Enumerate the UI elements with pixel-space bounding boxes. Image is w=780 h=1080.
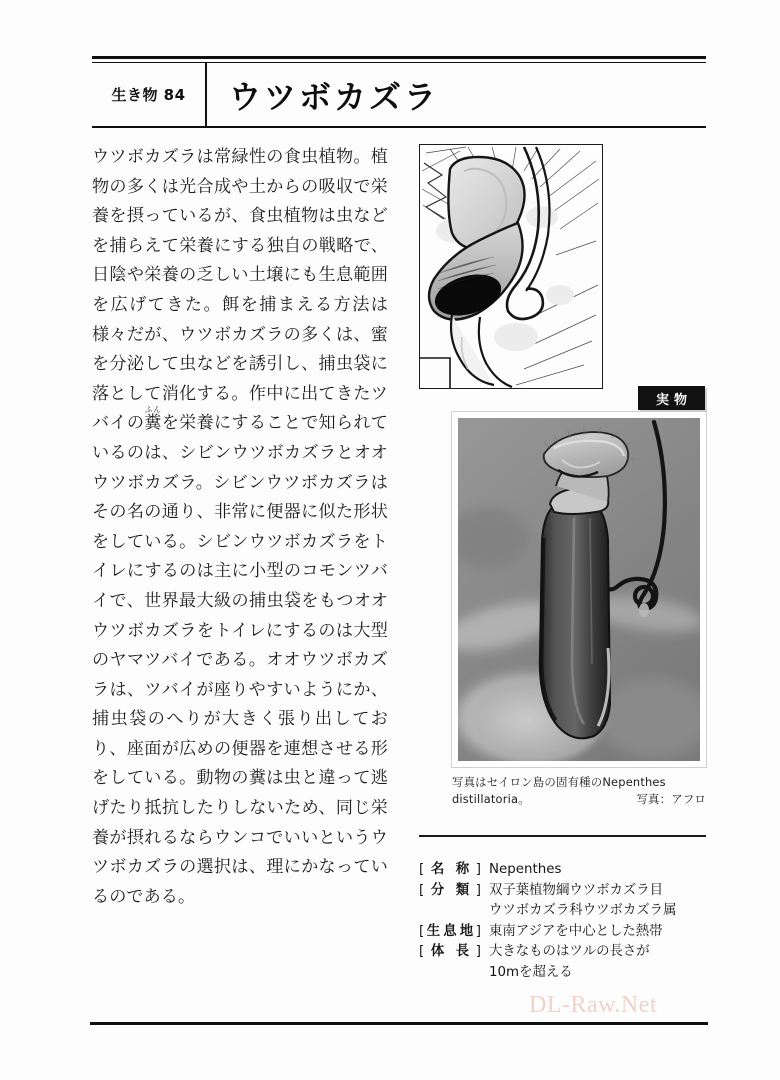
body-text-part2: を栄養にすることで知られているのは、シビンウツボカズラとオオウツボカズラ。シビンウツボカズラはその名の通り、非常に便器に似た形状をしている。シビンウツボカズラをトイレにするのは主に小型のコモンツバイで、世界最大級の捕虫袋をもつオオウツボカズラをトイレにするのは大型のヤマツバイである。オオウツボカズラは、ツバイが座りやすいようにか、捕虫袋のへりが大きく張り出しており、座面が広めの便器を連想させる形をしている。動物の糞は虫と違って逃げたり抵抗したりしないため、同じ栄養が摂れるならウンコでいいというウツボカズラの選択は、理にかなっているのである。 <box>92 413 388 907</box>
species-data-table <box>419 860 719 984</box>
label-char: 名 <box>430 862 445 877</box>
status-badge: 実物 <box>638 386 705 410</box>
table-row <box>419 922 719 943</box>
value-primary: 双子葉植物綱ウツボカズラ目 <box>489 882 664 898</box>
ruby-annotation <box>144 405 162 434</box>
body-text-part1: ウツボカズラは常緑性の食虫植物。植物の多くは光合成や土からの吸収で栄養を摂っているが、食虫植物は虫などを捕らえて栄養にする独自の戦略で、日陰や栄養の乏しい土壌にも生息範囲を広げてきた。餌を捕まえる方法は様々だが、ウツボカズラの多くは、蜜を分泌して虫などを誘引し、捕虫袋に落として消化する。作中に出てきたツバイの <box>92 147 388 434</box>
nepenthes-photo-graphic <box>458 418 700 761</box>
header-rule-bottom <box>92 126 706 128</box>
label-char: 生 <box>426 923 441 939</box>
data-label-classification <box>419 881 481 902</box>
site-watermark: DL-Raw.Net <box>529 992 658 1018</box>
data-label-name <box>419 860 481 881</box>
label-char: 分 <box>430 882 445 898</box>
label-char: 息 <box>443 923 457 939</box>
label-char: 長 <box>455 944 470 960</box>
data-value-length <box>481 942 719 983</box>
footer-rule <box>90 1022 708 1025</box>
pitcher-plant-illustration <box>420 145 602 388</box>
label-char: 類 <box>455 882 470 898</box>
entry-number-label: 生き物 84 <box>111 86 186 104</box>
caption-line-1: 写真はセイロン島の固有種のNepenthes <box>452 775 666 789</box>
bracket-open: [ <box>419 944 425 960</box>
data-table-rule <box>419 835 706 837</box>
bracket-close: ] <box>475 882 481 898</box>
value-continuation: 10mを超える <box>489 964 573 980</box>
data-value-habitat <box>481 922 719 943</box>
table-row <box>419 860 719 881</box>
bracket-close: ] <box>475 862 481 877</box>
photo-credit: 写真：アフロ <box>636 791 706 806</box>
value-primary: 東南アジアを中心とした熱帯 <box>489 923 663 939</box>
specimen-photo <box>458 418 700 761</box>
value-primary: Nepenthes <box>489 862 562 877</box>
photo-frame <box>452 412 706 767</box>
data-label-length <box>419 942 481 963</box>
bracket-open: [ <box>419 923 425 939</box>
bracket-close: ] <box>475 923 481 939</box>
bracket-close: ] <box>475 944 481 960</box>
label-char: 体 <box>430 944 445 960</box>
bracket-open: [ <box>419 882 425 898</box>
data-value-name <box>481 860 719 881</box>
article-body <box>92 143 388 912</box>
ruby-base: 糞 <box>144 413 162 434</box>
page-header <box>92 56 706 128</box>
label-char: 地 <box>459 923 474 939</box>
table-row <box>419 942 719 983</box>
caption-line-2: distillatoria。 <box>452 791 530 806</box>
value-primary: 大きなものはツルの長さが <box>489 944 650 960</box>
value-continuation: ウツボカズラ科ウツボカズラ属 <box>489 903 677 919</box>
bracket-open: [ <box>419 862 425 877</box>
photo-caption <box>452 774 706 807</box>
illustration-panel <box>419 144 603 389</box>
data-label-habitat <box>419 922 481 943</box>
label-char: 称 <box>455 862 470 877</box>
table-row <box>419 881 719 922</box>
header-rule-thick <box>92 56 706 59</box>
data-value-classification <box>481 881 719 922</box>
page-title: ウツボカズラ <box>229 77 440 116</box>
ruby-text: ふん <box>144 405 162 415</box>
